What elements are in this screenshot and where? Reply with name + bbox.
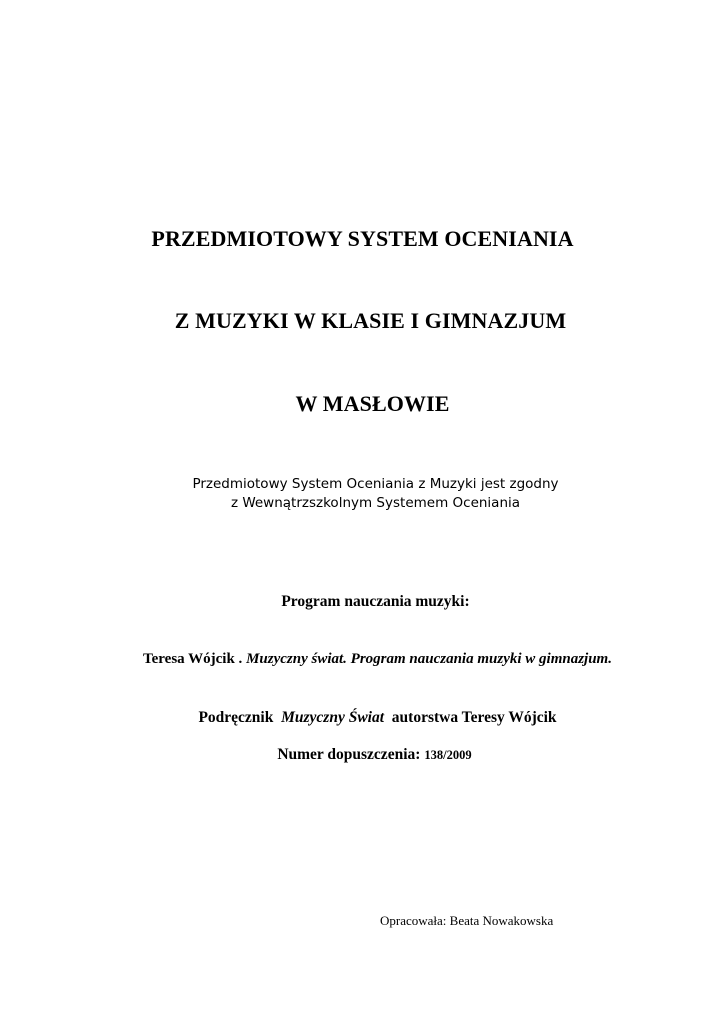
program-reference [15, 651, 725, 668]
approval-number [12, 746, 725, 764]
textbook-title: Muzyczny Świat [281, 709, 385, 726]
approval-label: Numer dopuszczenia: [277, 746, 421, 763]
title-line-1: PRZEDMIOTOWY SYSTEM OCENIANIA [151, 226, 574, 251]
program-heading: Program nauczania muzyki: [281, 593, 470, 610]
compliance-note-line-2: z Wewnątrzszkolnym Systemem Oceniania [230, 495, 521, 511]
textbook-reference [15, 709, 725, 727]
compliance-note-line-1: Przedmiotowy System Oceniania z Muzyki jest zgodny [192, 476, 559, 492]
prepared-by: Opracowała: Beata Nowakowska [380, 913, 554, 928]
title-line-2: Z MUZYKI W KLASIE I GIMNAZJUM [174, 308, 567, 333]
textbook-author: autorstwa Teresy Wójcik [391, 709, 557, 726]
textbook-label: Podręcznik [198, 709, 274, 726]
title-line-3: W MASŁOWIE [295, 391, 450, 416]
program-title: Muzyczny świat. Program nauczania muzyki w gimnazjum. [246, 651, 612, 667]
program-author: Teresa Wójcik . [143, 651, 243, 667]
approval-value: 138/2009 [424, 748, 472, 762]
